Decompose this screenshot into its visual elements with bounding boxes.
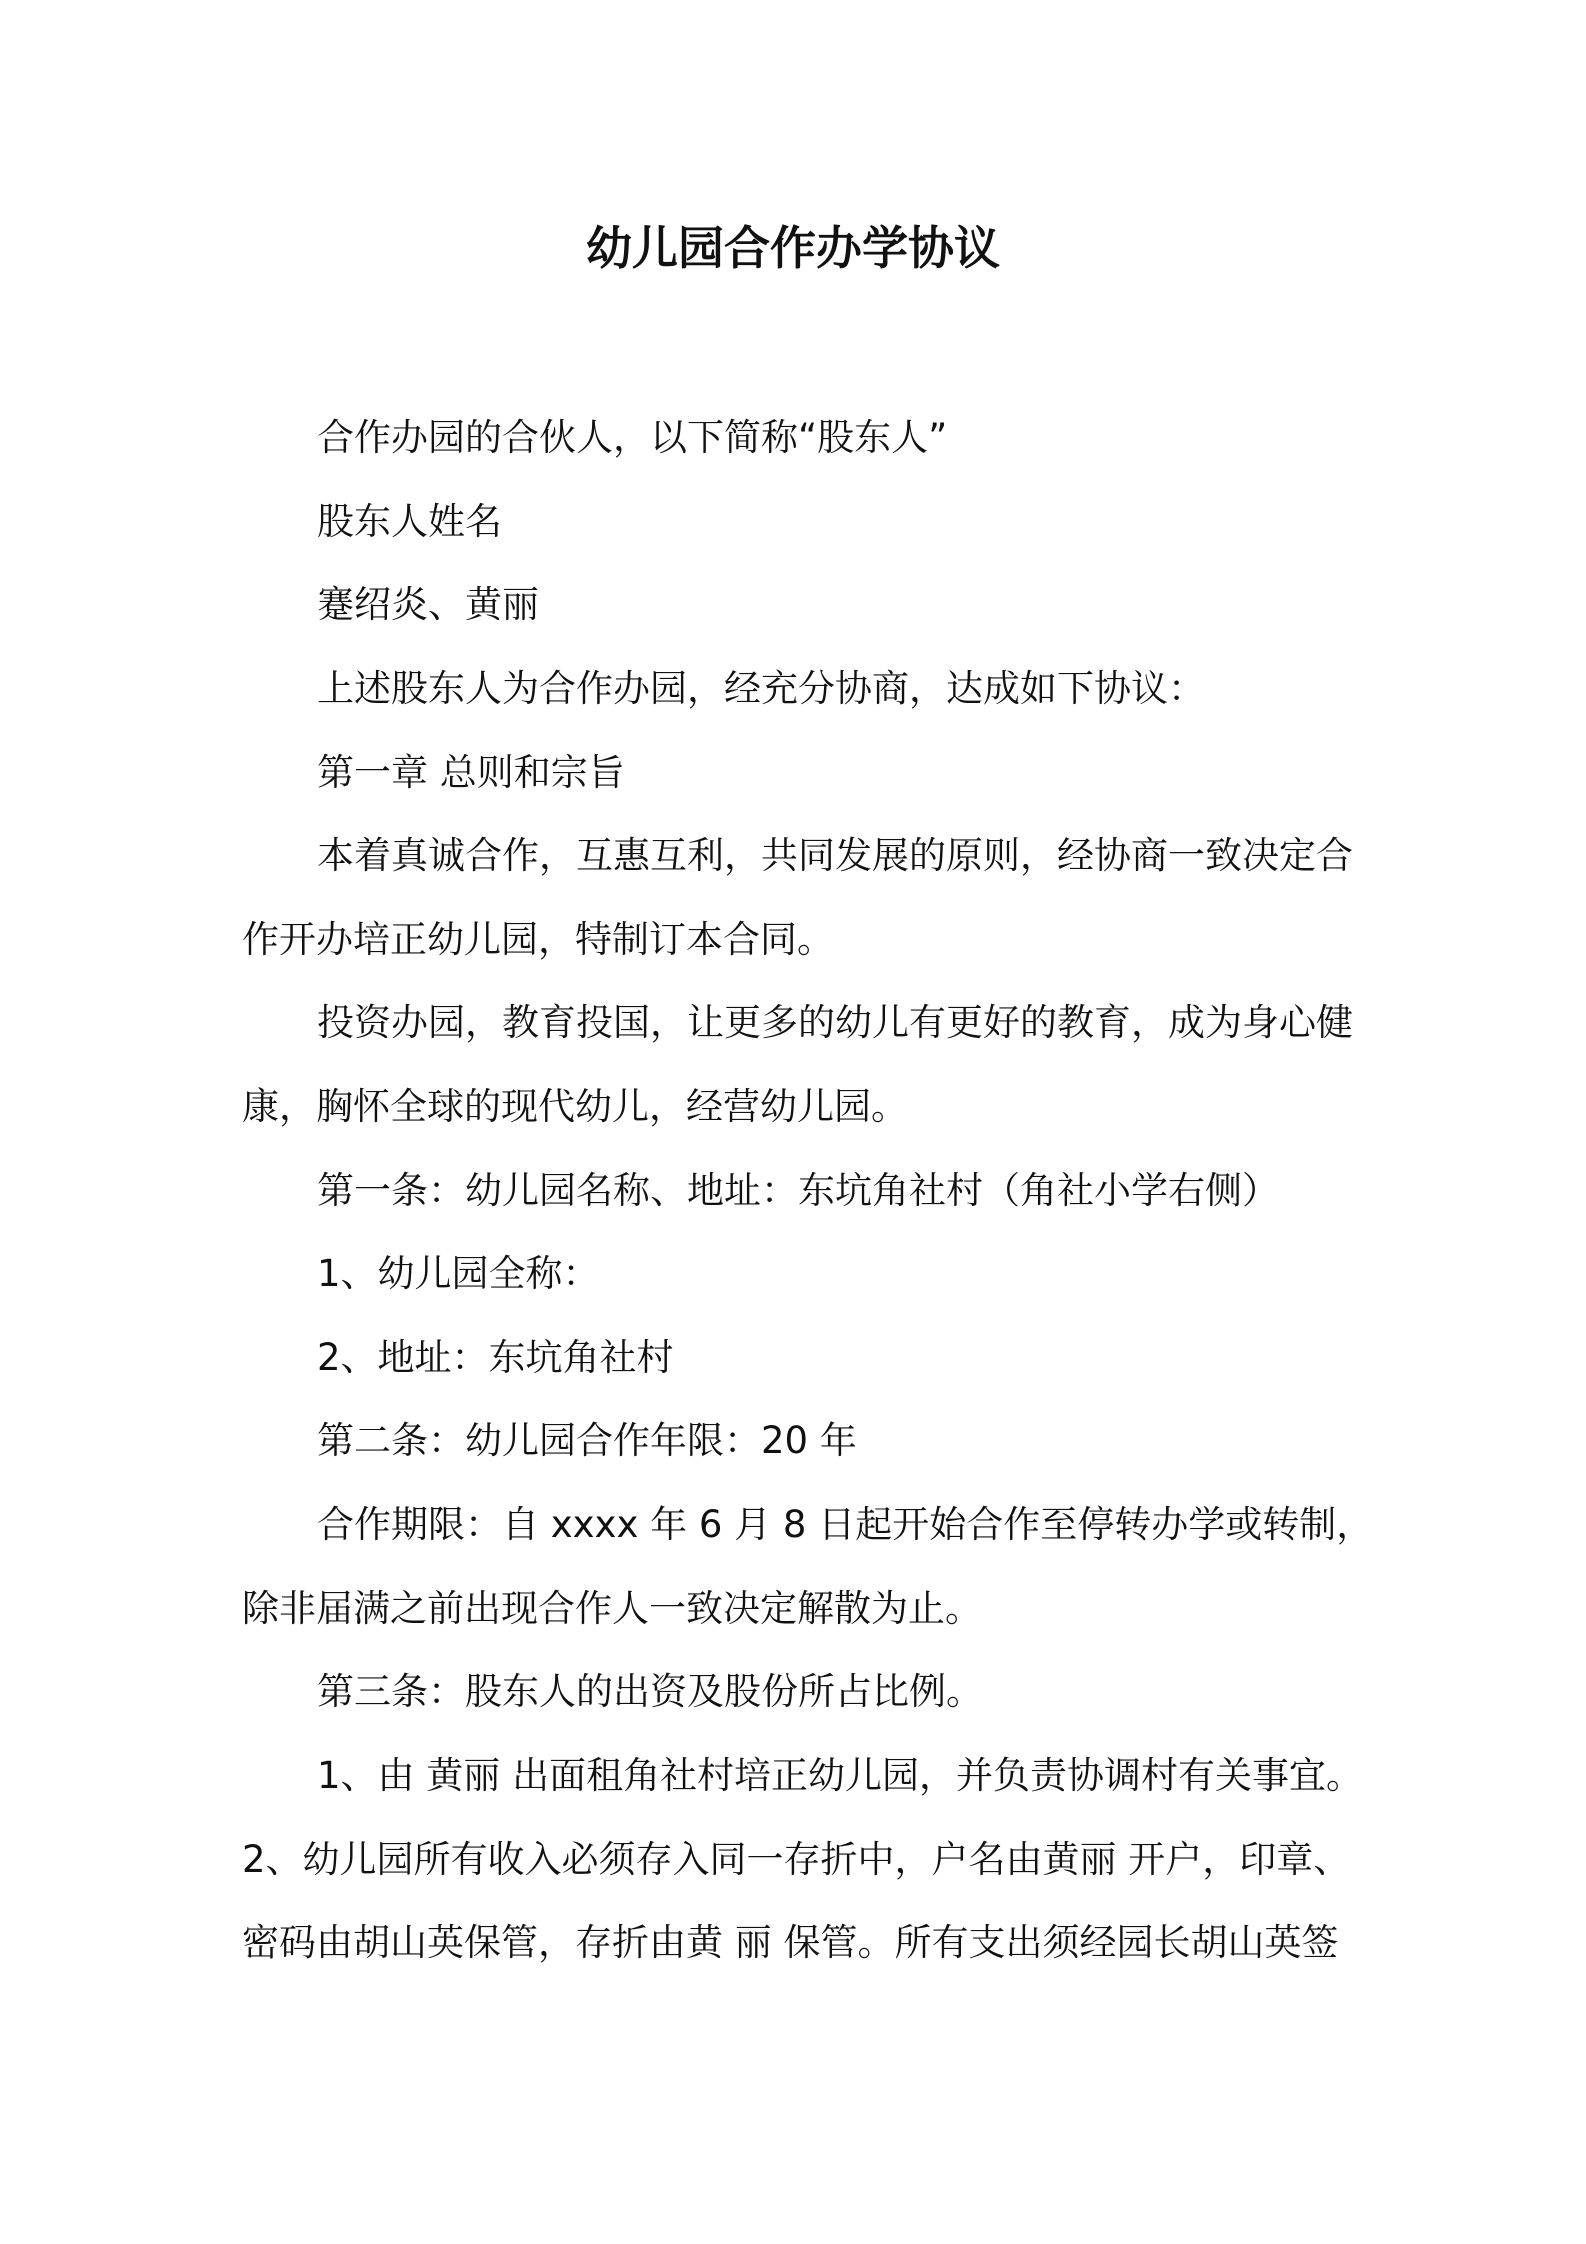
paragraph-agreement-intro: 上述股东人为合作办园，经充分协商，达成如下协议：: [317, 667, 1205, 710]
paragraph-term-line2: 除非届满之前出现合作人一致决定解散为止。: [242, 1587, 982, 1630]
paragraph-shareholder-names: 蹇绍炎、黄丽: [317, 583, 539, 626]
document-title: 幼儿园合作办学协议: [586, 221, 1000, 275]
article-1-item-1: 1、幼儿园全称：: [317, 1252, 600, 1295]
article-3-item-1: 1、由 黄丽 出面租角社村培正幼儿园，并负责协调村有关事宜。: [317, 1754, 1364, 1797]
paragraph-term-line1: 合作期限：自 xxxx 年 6 月 8 日起开始合作至停转办学或转制，: [317, 1503, 1374, 1546]
article-1-heading: 第一条：幼儿园名称、地址：东坑角社村（角社小学右侧）: [317, 1169, 1279, 1212]
paragraph-principle-line2: 作开办培正幼儿园，特制订本合同。: [242, 918, 834, 961]
paragraph-partners-intro: 合作办园的合伙人，以下简称“股东人”: [317, 416, 948, 459]
paragraph-purpose-line1: 投资办园，教育投国，让更多的幼儿有更好的教育，成为身心健: [317, 1001, 1353, 1044]
article-1-item-2: 2、地址：东坑角社村: [317, 1336, 674, 1379]
chapter-heading-1: 第一章 总则和宗旨: [317, 751, 625, 794]
article-3-heading: 第三条：股东人的出资及股份所占比例。: [317, 1670, 983, 1713]
article-3-item-2-line2: 密码由胡山英保管，存折由黄 丽 保管。所有支出须经园长胡山英签: [242, 1921, 1339, 1964]
paragraph-principle-line1: 本着真诚合作，互惠互利，共同发展的原则，经协商一致决定合: [317, 834, 1353, 877]
article-2-heading: 第二条：幼儿园合作年限：20 年: [317, 1419, 857, 1462]
paragraph-shareholder-name-label: 股东人姓名: [317, 500, 502, 543]
article-3-item-2-line1: 2、幼儿园所有收入必须存入同一存折中，户名由黄丽 开户，印章、: [242, 1838, 1351, 1881]
paragraph-purpose-line2: 康，胸怀全球的现代幼儿，经营幼儿园。: [242, 1085, 908, 1128]
